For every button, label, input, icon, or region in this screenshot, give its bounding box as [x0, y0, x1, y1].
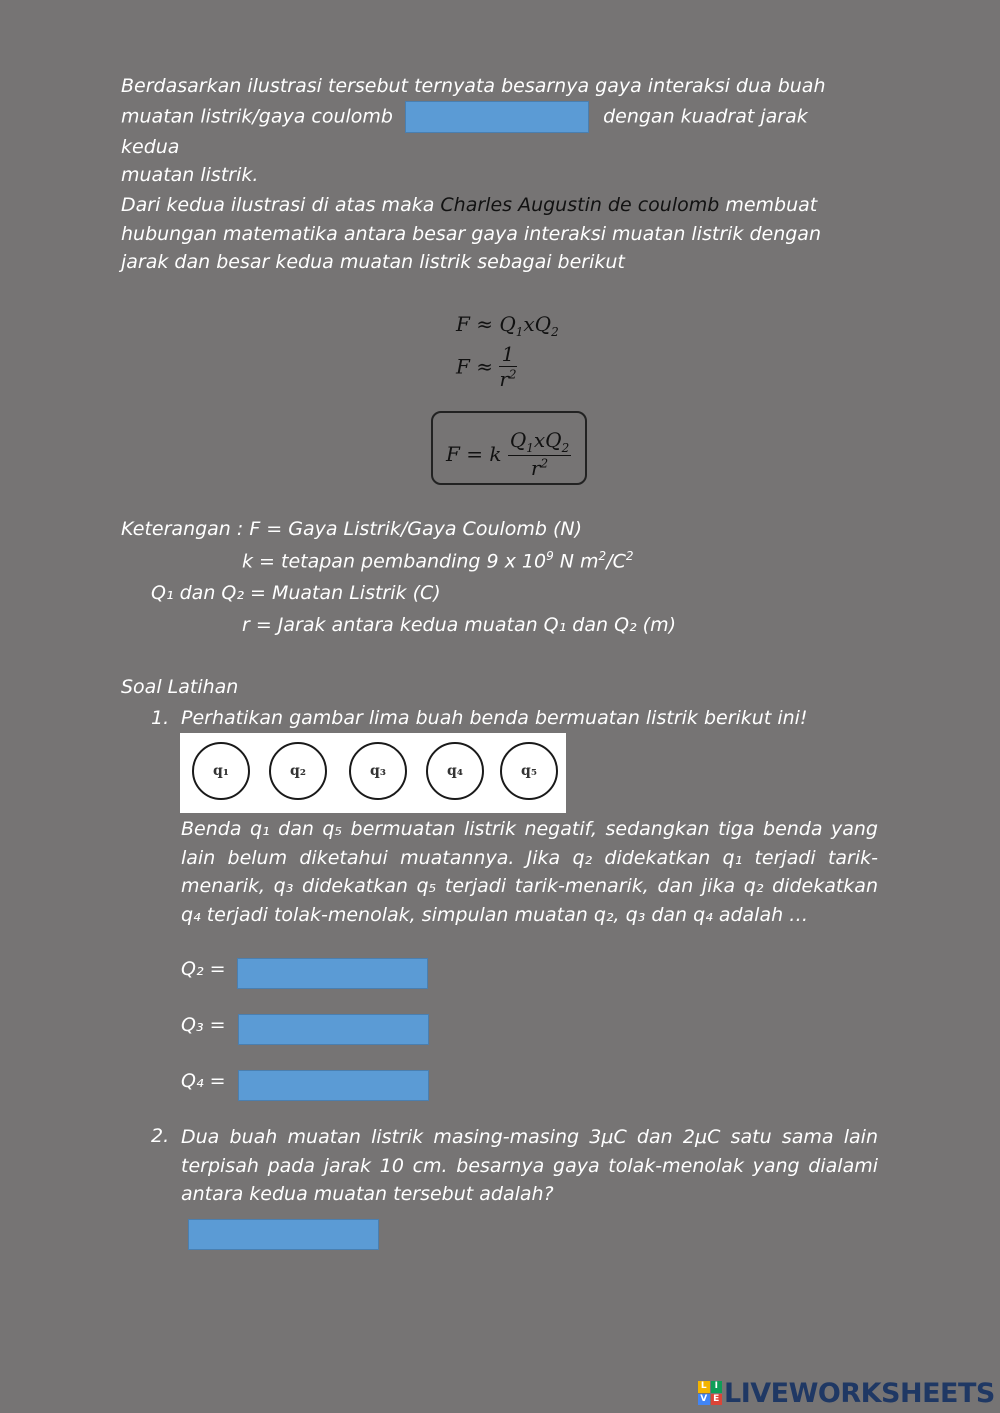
question-2-number: 2. [151, 1125, 170, 1147]
answer-input-q2[interactable] [237, 958, 428, 989]
charge-q2: q₂ [269, 742, 327, 800]
answer-input-q-2[interactable] [188, 1219, 379, 1250]
charge-q1: q₁ [192, 742, 250, 800]
legend-k: k = tetapan pembanding 9 x $10^9$ N $m^2/C^2$ [242, 549, 634, 573]
question-1-prompt: Perhatikan gambar lima buah benda bermuatan listrik berikut ini! [181, 707, 808, 729]
logo-icon: L I V E [698, 1381, 722, 1405]
answer-blank-relation[interactable] [405, 101, 589, 133]
formula-proportional-charges: $F \approx Q_1xQ_2$ [456, 312, 559, 339]
answer-input-q3[interactable] [238, 1014, 429, 1045]
coulomb-paragraph: Dari kedua ilustrasi di atas maka Charles Augustin de coulomb membuat hubungan matematika antara besar gaya interaksi muatan listrik dengan jarak dan besar kedua muatan listrik sebagai berikut [121, 194, 821, 273]
question-1-body: Benda q₁ dan q₅ bermuatan listrik negatif, sedangkan tiga benda yang lain belum diketahui muatannya. Jika q₂ didekatkan q₁ terjadi tarik-menarik, q₃ didekatkan q₅ terjadi tarik-menarik, dan jika q₂ didekatkan q₄ terjadi tolak-menolak, simpulan muatan q₂, q₃ dan q₄ adalah … [181, 818, 878, 926]
formula-inverse-square: F ≈ $\frac{1}{r^2}$ [456, 342, 517, 391]
charge-q4: q₄ [426, 742, 484, 800]
intro-line-2: muatan listrik/gaya coulomb dengan kuadrat jarak kedua [121, 101, 861, 162]
charges-illustration [180, 733, 566, 813]
answer-label-q3: Q₃ = [181, 1014, 226, 1036]
scientist-name: Charles Augustin de coulomb [440, 194, 720, 216]
legend-r: r = Jarak antara kedua muatan Q₁ dan Q₂ (m) [242, 614, 677, 636]
answer-label-q2: Q₂ = [181, 958, 226, 980]
answer-label-q4: Q₄ = [181, 1070, 226, 1092]
legend-q: Q₁ dan Q₂ = Muatan Listrik (C) [151, 582, 441, 604]
exercise-heading: Soal Latihan [121, 676, 239, 698]
formula-coulomb-law: F = k $\frac{Q_1xQ_2}{r^2}$ [446, 428, 570, 480]
charge-q5: q₅ [500, 742, 558, 800]
question-1-number: 1. [151, 707, 170, 729]
intro-line-3: muatan listrik. [121, 164, 259, 186]
intro-paragraph [121, 72, 861, 190]
legend-f: Keterangan : F = Gaya Listrik/Gaya Coulomb (N) [121, 518, 583, 540]
answer-input-q4[interactable] [238, 1070, 429, 1101]
question-2-prompt: Dua buah muatan listrik masing-masing 3μC dan 2μC satu sama lain terpisah pada jarak 10 cm. besarnya gaya tolak-menolak yang dialami antara kedua muatan tersebut adalah? [181, 1126, 878, 1205]
charge-q3: q₃ [349, 742, 407, 800]
logo-text: LIVEWORKSHEETS [724, 1377, 995, 1409]
intro-line-1: Berdasarkan ilustrasi tersebut ternyata besarnya gaya interaksi dua buah [121, 75, 826, 97]
liveworksheets-logo [698, 1378, 995, 1408]
